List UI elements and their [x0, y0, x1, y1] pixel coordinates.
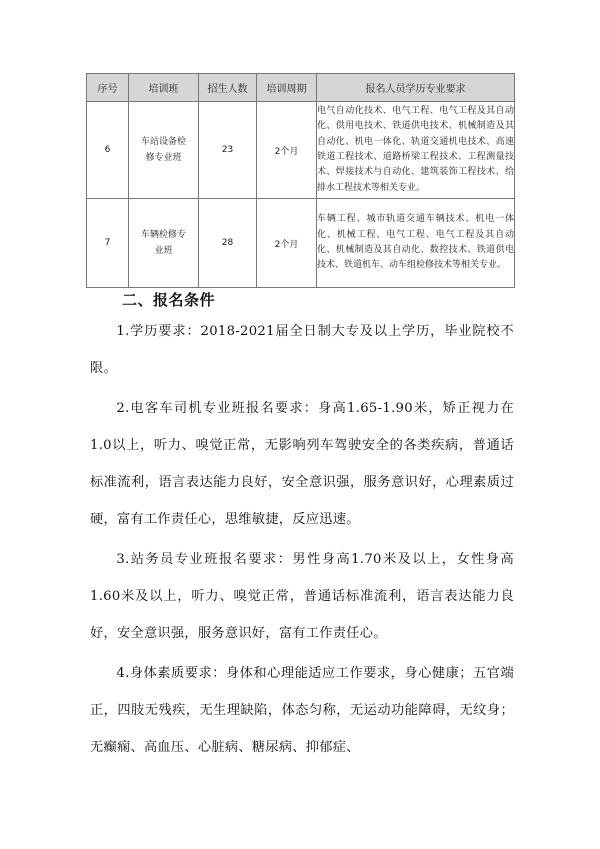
row-period: 2个月 [257, 199, 317, 288]
body-text [90, 313, 514, 766]
section-heading: 二、报名条件 [122, 291, 216, 309]
row-requirement: 电气自动化技术、电气工程、电气工程及其自动化、供用电技术、铁道供电技术、机械制造及其自动化、机电一体化、轨道交通机电技术、高速铁道工程技术、道路桥梁工程技术、工程测量技术、焊接技术与自动化、建筑装饰工程技术、给排水工程技术等相关专业。 [317, 102, 515, 199]
paragraph-station-staff: 3.站务员专业班报名要求：男性身高1.70米及以上，女性身高1.60米及以上，听力、嗅觉正常，普通话标准流利，语言表达能力良好，安全意识强，服务意识好，富有工作责任心。 [90, 552, 514, 641]
row-class [129, 102, 199, 199]
paragraph-driver: 2.电客车司机专业班报名要求：身高1.65-1.90米，矫正视力在1.0以上，听力、嗅觉正常，无影响列车驾驶安全的各类疾病，普通话标准流利，语言表达能力良好，安全意识强，服务意识好，心理素质过硬，富有工作责任心，思维敏捷，反应迅速。 [90, 401, 514, 527]
row-count: 23 [199, 102, 257, 199]
header-no: 序号 [87, 74, 129, 102]
table-row [87, 199, 515, 288]
header-period: 培训周期 [257, 74, 317, 102]
header-class: 培训班 [129, 74, 199, 102]
table-header-row [87, 74, 515, 102]
row-no: 7 [87, 199, 129, 288]
paragraph-education: 1.学历要求：2018-2021届全日制大专及以上学历，毕业院校不限。 [90, 324, 514, 376]
paragraph-physical: 4.身体素质要求：身体和心理能适应工作要求，身心健康；五官端正，四肢无残疾，无生理缺陷，体态匀称，无运动功能障碍，无纹身；无癫痫、高血压、心脏病、糖尿病、抑郁症、 [90, 666, 514, 755]
training-class-table [86, 73, 515, 288]
row-class [129, 199, 199, 288]
row-class-line: 车辆检修专 [140, 230, 186, 240]
header-requirement: 报名人员学历专业要求 [317, 74, 515, 102]
row-class-line: 修专业班 [145, 153, 182, 163]
row-class-line: 业班 [154, 246, 173, 256]
row-class-line: 车站设备检 [140, 137, 186, 147]
row-count: 28 [199, 199, 257, 288]
row-period: 2个月 [257, 102, 317, 199]
row-requirement: 车辆工程、城市轨道交通车辆技术、机电一体化、机械工程、电气工程、电气工程及其自动化、机械制造及其自动化、数控技术、铁道供电技术、铁道机车、动车组检修技术等相关专业。 [317, 199, 515, 288]
header-count: 招生人数 [199, 74, 257, 102]
table-row [87, 102, 515, 199]
row-no: 6 [87, 102, 129, 199]
